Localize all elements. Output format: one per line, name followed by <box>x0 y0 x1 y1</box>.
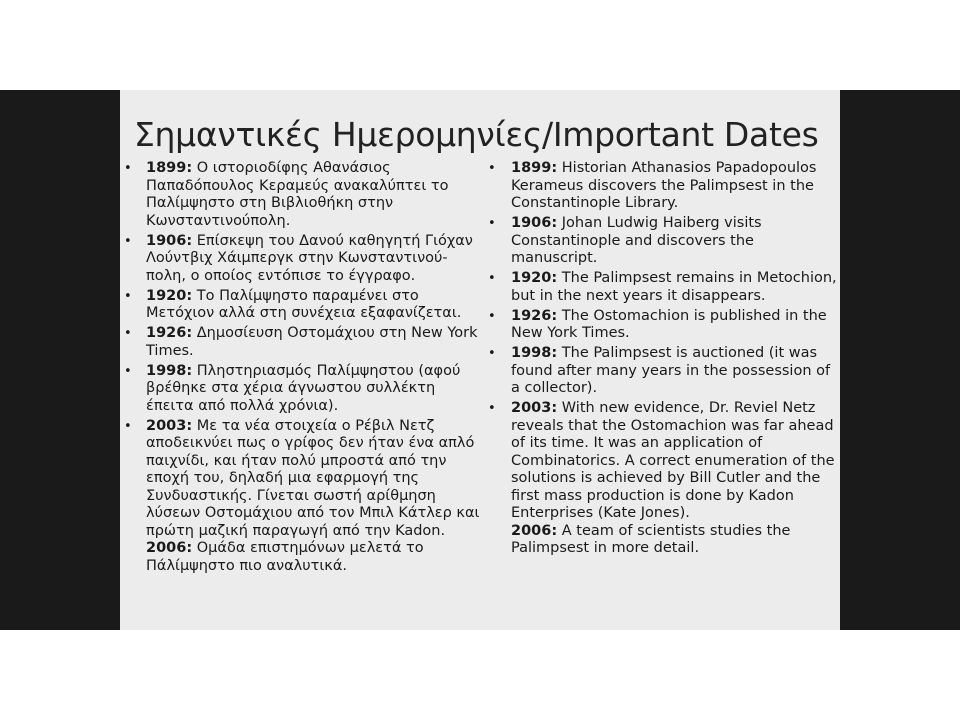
greek-entry-1920 <box>120 288 482 323</box>
entry-year: 1920: <box>146 287 193 304</box>
entry-text: Johan Ludwig Haiberg visits Constantinople and discovers the manuscript. <box>511 215 762 266</box>
english-dates-list <box>484 160 840 560</box>
entry-year: 2006: <box>146 540 193 556</box>
greek-entry-1906 <box>120 233 482 286</box>
bullet-icon: • <box>488 346 496 361</box>
entry-text: Δημοσίευση Οστομάχιου στη New York Times. <box>146 325 478 359</box>
entry-year: 1998: <box>511 345 558 361</box>
entry-text: Πληστηριασμός Παλίμψηστου (αφού βρέθηκε στα χέρια άγνωστου συλλέκτη έπειτα από πολλά χρόνια). <box>146 362 461 414</box>
english-entry-1920 <box>484 270 840 305</box>
entry-year: 1906: <box>511 215 558 231</box>
greek-entry-2003 <box>120 418 482 541</box>
entry-year: 2003: <box>146 417 193 434</box>
bullet-icon: • <box>124 326 132 341</box>
bullet-icon: • <box>488 271 496 286</box>
entry-year: 1920: <box>511 270 558 286</box>
english-entry-2006 <box>484 523 840 558</box>
entry-text: The Palimpsest remains in Metochion, but in the next years it disappears. <box>511 270 837 304</box>
greek-entry-1998 <box>120 363 482 416</box>
bullet-icon: • <box>124 363 132 379</box>
english-entry-2003 <box>484 400 840 523</box>
entry-text: Ο ιστοριοδίφης Αθανάσιος Παπαδόπουλος Κεραμεύς ανακαλύπτει το Παλίμψηστο στη Βιβλιοθήκη στην Κωνσταντινούπολη. <box>146 160 449 229</box>
entry-text: The Palimpsest is auctioned (it was found after many years in the possession of a collector). <box>511 345 831 396</box>
greek-entry-1899 <box>120 160 482 230</box>
entry-text: Historian Athanasios Papadopoulos Kerameus discovers the Palimpsest in the Constantinople Library. <box>511 160 817 211</box>
entry-year: 2006: <box>511 522 558 539</box>
bullet-icon: • <box>124 161 132 176</box>
entry-year: 1926: <box>146 325 193 341</box>
bullet-icon: • <box>488 161 496 176</box>
greek-dates-list <box>120 160 482 578</box>
greek-entry-2006 <box>120 540 482 575</box>
entry-year: 1926: <box>511 307 558 324</box>
slide <box>120 90 840 630</box>
entry-year: 2003: <box>511 400 558 416</box>
entry-year: 1906: <box>146 232 193 249</box>
slide-title: Σημαντικές Ημερομηνίες/Important Dates <box>134 115 819 154</box>
greek-entry-1926 <box>120 325 482 360</box>
entry-text: Ομάδα επιστημόνων μελετά το Πάλίμψηστο πιο αναλυτικά. <box>146 540 424 574</box>
bullet-icon: • <box>488 308 496 324</box>
entry-text: With new evidence, Dr. Reviel Netz reveals that the Ostomachion was far ahead of its time. It was an application of Combinatorics. A correct enumeration of the solutions is achieved by Bill Cutler and the first mass production is done by Kadon Enterprises (Kate Jones). <box>511 400 835 521</box>
entry-text: Με τα νέα στοιχεία ο Ρέβιλ Νετζ αποδεικνύει πως ο γρίφος δεν ήταν ένα απλό παιχνίδι, και ήταν πολύ μπροστά από την εποχή του, δηλαδή μια εφαρμογή της Συνδυαστικής. Γίνεται σωστή αρίθμηση λύσεων Οστομάχιου από τον Μπιλ Κάτλερ και πρώτη μαζική παραγωγή από την Kadon. <box>146 417 480 539</box>
entry-year: 1998: <box>146 362 193 379</box>
english-entry-1899 <box>484 160 840 213</box>
english-entry-1906 <box>484 215 840 268</box>
english-entry-1926 <box>484 308 840 343</box>
bullet-icon: • <box>488 401 496 416</box>
bullet-icon: • <box>124 418 132 434</box>
entry-text: Επίσκεψη του Δανού καθηγητή Γιόχαν Λούντβιχ Χάιμπεργκ στην Κωνσταντινού-πολη, ο οποίος εντόπισε το έγγραφο. <box>146 232 473 284</box>
bullet-icon: • <box>488 216 496 231</box>
english-entry-1998 <box>484 345 840 398</box>
entry-year: 1899: <box>511 160 558 176</box>
entry-text: Το Παλίμψηστο παραμένει στο Μετόχιον αλλά στη συνέχεια εξαφανίζεται. <box>146 287 462 321</box>
entry-year: 1899: <box>146 160 193 176</box>
bullet-icon: • <box>124 233 132 249</box>
video-frame <box>0 90 960 630</box>
entry-text: A team of scientists studies the Palimpsest in more detail. <box>511 522 791 556</box>
entry-text: The Ostomachion is published in the New York Times. <box>511 307 827 341</box>
bullet-icon: • <box>124 288 132 304</box>
